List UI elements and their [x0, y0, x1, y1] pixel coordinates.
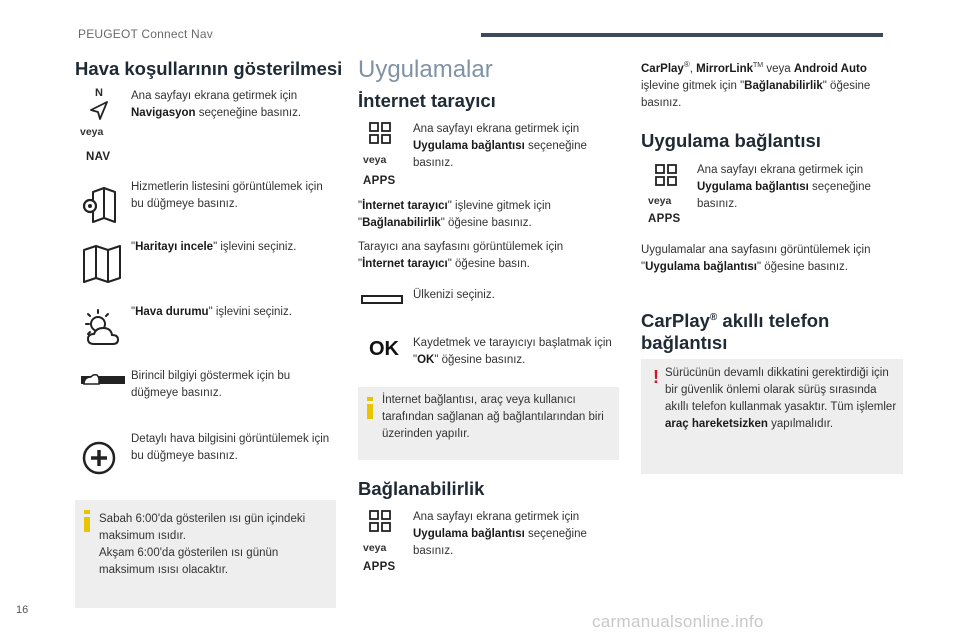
browser-info-note [358, 387, 619, 460]
primary-info-bar-icon [80, 373, 126, 387]
apps-label: APPS [648, 213, 681, 225]
browser-step-5: Kaydetmek ve tarayıcıyı başlatmak için "OK" öğesine basınız. [413, 337, 612, 366]
apps-grid-icon [369, 122, 391, 144]
carplay-intro: CarPlay®, MirrorLink™ veya Android Auto işlevine gitmek için "Bağlanabilirlik" öğesine basınız. [641, 60, 871, 109]
map-icon [82, 244, 122, 284]
weather-sun-cloud-icon [80, 308, 124, 348]
plus-circle-icon [82, 441, 116, 475]
info-icon [84, 510, 90, 532]
apps-label: APPS [363, 561, 396, 573]
browser-note-text: İnternet bağlantısı, araç veya kullanıcı tarafından sağlanan ağ bağlantılarından biri üzerinden yapılır. [382, 394, 604, 440]
browser-step-1: Ana sayfayı ekrana getirmek için Uygulama bağlantısı seçeneğine basınız. [413, 123, 587, 169]
veya-label: veya [648, 195, 672, 207]
carplay-warning-note [641, 359, 903, 474]
apps-title: Uygulamalar [358, 56, 493, 83]
country-select-bar-icon [361, 295, 403, 305]
weather-step-5: Birincil bilgiyi göstermek için bu düğmeye basınız. [131, 370, 291, 399]
connectivity-heading: Bağlanabilirlik [358, 478, 485, 499]
nav-icon-letter: N [95, 87, 103, 99]
app-connection-step-2: Uygulamalar ana sayfasını görüntülemek için "Uygulama bağlantısı" öğesine basınız. [641, 244, 871, 273]
ok-label: OK [369, 338, 399, 360]
app-connection-heading: Uygulama bağlantısı [641, 130, 821, 151]
warning-icon: ! [653, 367, 659, 387]
page-number: 16 [16, 604, 29, 616]
info-icon [367, 397, 373, 419]
weather-note-text-1: Sabah 6:00'da gösterilen ısı gün içindeki maksimum ısıdır. [99, 513, 306, 542]
weather-step-4: "Hava durumu" işlevini seçiniz. [131, 306, 292, 318]
weather-step-3: "Haritayı incele" işlevini seçiniz. [131, 241, 297, 253]
browser-step-4: Ülkenizi seçiniz. [413, 289, 495, 301]
weather-step-2: Hizmetlerin listesini görüntülemek için bu düğmeye basınız. [131, 181, 323, 210]
browser-step-2: "İnternet tarayıcı" işlevine gitmek için "Bağlanabilirlik" öğesine basınız. [358, 200, 551, 229]
weather-step-1: Ana sayfayı ekrana getirmek için Navigasyon seçeneğine basınız. [131, 90, 302, 119]
header-title: PEUGEOT Connect Nav [78, 27, 213, 41]
weather-heading: Hava koşullarının gösterilmesi [75, 58, 343, 79]
apps-label: APPS [363, 175, 396, 187]
nav-label: NAV [86, 151, 111, 163]
weather-step-6: Detaylı hava bilgisini görüntülemek için bu düğmeye basınız. [131, 433, 330, 462]
app-connection-step-1: Ana sayfayı ekrana getirmek için Uygulama bağlantısı seçeneğine basınız. [697, 164, 871, 210]
map-services-icon [80, 186, 122, 226]
browser-step-3: Tarayıcı ana sayfasını görüntülemek için "İnternet tarayıcı" öğesine basın. [358, 241, 564, 270]
connectivity-step-1: Ana sayfayı ekrana getirmek için Uygulama bağlantısı seçeneğine basınız. [413, 511, 587, 557]
navigation-arrow-icon [88, 100, 110, 122]
veya-label: veya [363, 154, 387, 166]
internet-browser-heading: İnternet tarayıcı [358, 90, 496, 111]
carplay-warning-text: Sürücünün devamlı dikkatini gerektirdiği için bir güvenlik önlemi olarak sürüş sırasında akıllı telefon kullanmak yasaktır. Tüm işlemler araç hareketsizken yapılmalıdır. [665, 367, 897, 430]
watermark: carmanualsonline.info [592, 612, 764, 631]
header-bar [481, 33, 883, 37]
weather-note-text-2: Akşam 6:00'da gösterilen ısı günün maksimum ısısı olacaktır. [99, 547, 279, 576]
carplay-heading: CarPlay® akıllı telefon bağlantısı [641, 310, 830, 354]
apps-grid-icon [655, 164, 677, 186]
veya-label: veya [363, 542, 387, 554]
weather-info-note [75, 500, 336, 608]
veya-label: veya [80, 126, 104, 138]
apps-grid-icon [369, 510, 391, 532]
